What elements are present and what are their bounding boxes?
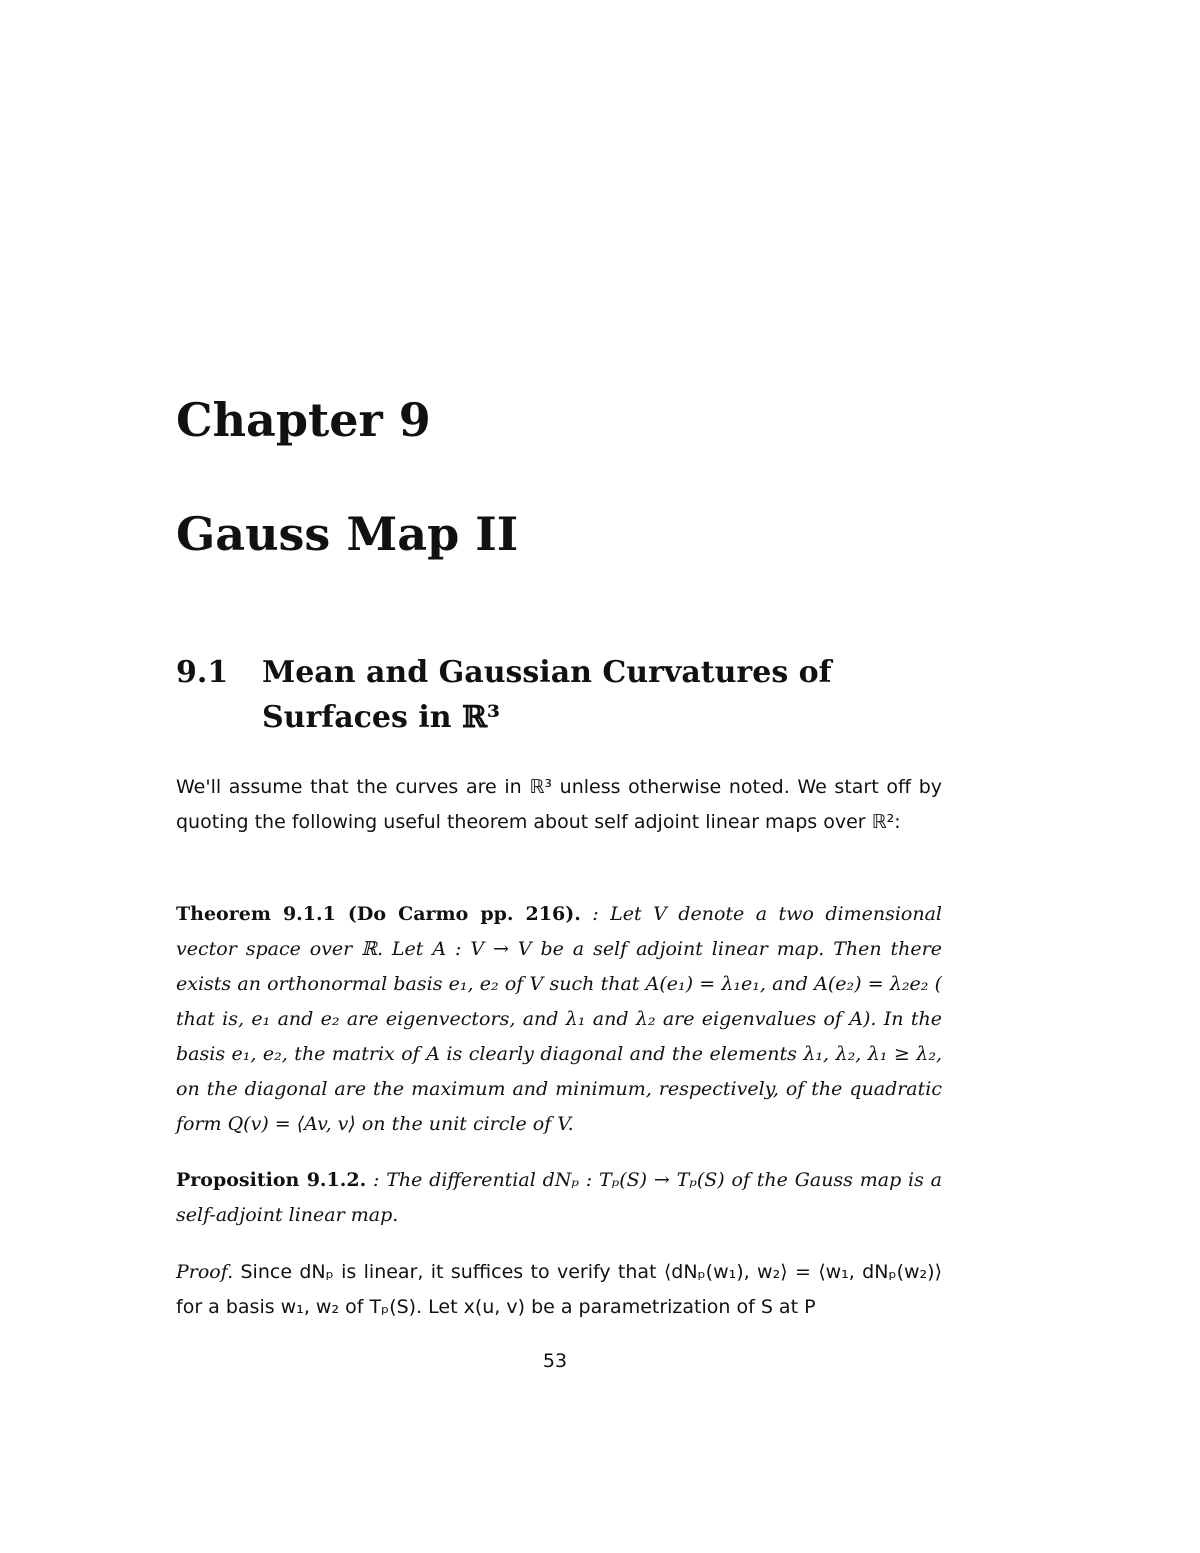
proof-label: Proof. [176,1261,234,1283]
section-title: Mean and Gaussian Curvatures of Surfaces in ℝ³ [262,655,832,735]
page-number: 53 [542,1350,568,1372]
theorem-statement: : Let V denote a two dimensional vector space over ℝ. Let A : V → V be a self adjoint linear map. Then there exists an orthonormal basis e₁, e₂ of V such that A(e₁) = λ₁e₁, and A(e₂) = λ₂e₂ ( that is, e₁ and e₂ are eigenvectors, and λ₁ and λ₂ are eigenvalues of A). In the basis e₁, e₂, the matrix of A is clearly diagonal and the elements λ₁, λ₂, λ₁ ≥ λ₂, on the diagonal are the maximum and minimum, respectively, of the quadratic form Q(v) = ⟨Av, v⟩ on the unit circle of V. [176,903,942,1135]
section-heading [176,650,956,740]
proof-text: Since dNₚ is linear, it suffices to verify that ⟨dNₚ(w₁), w₂⟩ = ⟨w₁, dNₚ(w₂)⟩ for a basis w₁, w₂ of Tₚ(S). Let x(u, v) be a parametrization of S at P [176,1261,942,1318]
proposition-block [176,1163,942,1233]
intro-paragraph: We'll assume that the curves are in ℝ³ unless otherwise noted. We start off by quoting the following useful theorem about self adjoint linear maps over ℝ²: [176,776,942,833]
chapter-title: Gauss Map II [176,507,519,561]
proposition-label: Proposition 9.1.2. [176,1169,367,1191]
proposition-statement: : The differential dNₚ : Tₚ(S) → Tₚ(S) of the Gauss map is a self-adjoint linear map. [176,1169,942,1226]
section-number: 9.1 [176,655,229,690]
proof-block [176,1255,942,1325]
theorem-block [176,897,942,1142]
theorem-label: Theorem 9.1.1 (Do Carmo pp. 216). [176,903,581,925]
chapter-label: Chapter 9 [176,393,431,447]
